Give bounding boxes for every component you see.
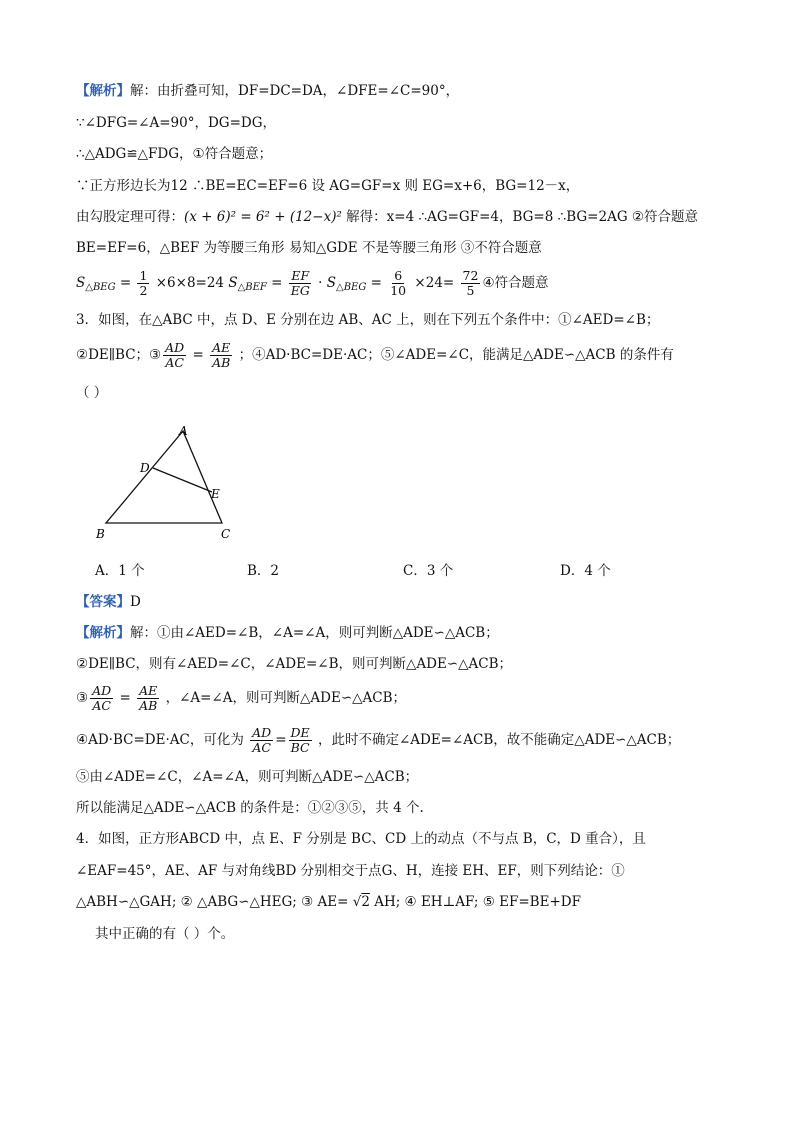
analysis2-line-5: ⑤由∠ADE=∠C，∠A=∠A，则可判断△ADE∽△ACB； [76, 769, 419, 785]
label-d: D [140, 461, 150, 475]
question-3-line-2: ②DE∥BC；③ $\frac{AD}{AC}$ = $\frac{AE}{AB}$ ；④AD·BC=DE·AC；⑤∠ADE=∠C，能满足△ADE∽△ACB 的条件有 [76, 340, 674, 370]
label-a: A [179, 424, 188, 438]
label-c: C [221, 527, 231, 541]
fraction: $\frac{1}{2}$ [139, 268, 148, 298]
analysis-line-4: ∵正方形边长为12 ∴BE=EC=EF=6 设 AG=GF=x 则 EG=x+6，BG=12－x， [76, 178, 580, 194]
question-3-line-1: 3．如图，在△ABC 中，点 D、E 分别在边 AB、AC 上，则在下列五个条件中：①∠AED=∠B； [76, 312, 660, 328]
sqrt-symbol: √ [352, 894, 362, 910]
analysis-line-5: 由勾股定理可得：(x + 6)² = 6² + (12−x)² 解得：x=4 ∴AG=GF=4，BG=8 ∴BG=2AG ②符合题意 [76, 209, 698, 225]
fraction: $\frac{AD}{AC}$ [92, 683, 112, 713]
analysis2-line-3: ③ $\frac{AD}{AC}$ = $\frac{AE}{AB}$ ，∠A=∠A，则可判断△ADE∽△ACB； [76, 683, 407, 713]
fraction: $\frac{AD}{AC}$ [252, 725, 272, 755]
fraction: $\frac{DE}{BC}$ [290, 725, 310, 755]
answer-value: D [130, 594, 141, 610]
fraction: $\frac{AD}{AC}$ [165, 340, 185, 370]
analysis-line-1: 【解析】解：由折叠可知，DF=DC=DA，∠DFE=∠C=90°， [76, 83, 460, 99]
answer-tag: 【答案】 [76, 594, 130, 610]
analysis-line-6: BE=EF=6，△BEF 为等腰三角形 易知△GDE 不是等腰三角形 ③不符合题意 [76, 240, 542, 256]
option-a[interactable]: A．1 个 [95, 563, 145, 579]
question-4-line-3: △ABH∽△GAH; ② △ABG∽△HEG; ③ AE= √2 AH; ④ EH⊥AF; ⑤ EF=BE+DF [76, 894, 581, 910]
question-4-line-2: ∠EAF=45°，AE、AF 与对角线BD 分别相交于点G、H，连接 EH、EF，则下列结论：① [76, 863, 625, 879]
fraction: $\frac{AE}{AB}$ [139, 683, 158, 713]
fraction: $\frac{AE}{AB}$ [212, 340, 231, 370]
question-4-line-4: 其中正确的有（ ）个。 [95, 926, 235, 942]
question-4-line-1: 4．如图，正方形ABCD 中，点 E、F 分别是 BC、CD 上的动点（不与点 B，C，D 重合），且 [76, 831, 646, 847]
analysis2-line-6: 所以能满足△ADE∽△ACB 的条件是：①②③⑤，共 4 个. [76, 800, 424, 816]
option-c[interactable]: C．3 个 [403, 563, 454, 579]
pythagoras-equation: (x + 6)² = 6² + (12−x)² [184, 209, 342, 225]
area-formula-line: $S_{\triangle BEG}$ = $\frac{1}{2}$ ×6×8=24 $S_{\triangle BEF}$ = $\frac{EF}{EG}$ · $S_{\triangle BEG}$ = $\frac{6}{10}$ ×24= $\frac{72}{5}$ ④符合题意 [76, 268, 549, 298]
analysis-tag: 【解析】 [76, 83, 130, 99]
answer-line [76, 592, 141, 612]
label-e: E [211, 487, 220, 501]
option-b[interactable]: B．2 [247, 563, 280, 579]
label-b: B [96, 527, 105, 541]
fraction: $\frac{72}{5}$ [462, 268, 479, 298]
fraction: $\frac{6}{10}$ [390, 268, 407, 298]
question-3-line-3: （ ） [76, 385, 108, 401]
analysis2-line-1: 【解析】解：①由∠AED=∠B，∠A=∠A，则可判断△ADE∽△ACB； [76, 625, 499, 641]
triangle-figure [90, 420, 240, 546]
triangle-abc [106, 431, 222, 523]
analysis-line-2: ∵∠DFG=∠A=90°，DG=DG， [76, 115, 277, 131]
option-d[interactable]: D．4 个 [560, 563, 611, 579]
fraction: $\frac{EF}{EG}$ [290, 268, 310, 298]
analysis2-line-4: ④AD·BC=DE·AC，可化为 $\frac{AD}{AC}$ = $\frac{DE}{BC}$ ，此时不确定∠ADE=∠ACB，故不能确定△ADE∽△ACB； [76, 725, 681, 755]
sqrt-radicand: 2 [361, 894, 370, 910]
analysis-line-3: ∴△ADG≌△FDG，①符合题意； [76, 146, 273, 162]
analysis2-line-2: ②DE∥BC，则有∠AED=∠C，∠ADE=∠B，则可判断△ADE∽△ACB； [76, 656, 512, 672]
